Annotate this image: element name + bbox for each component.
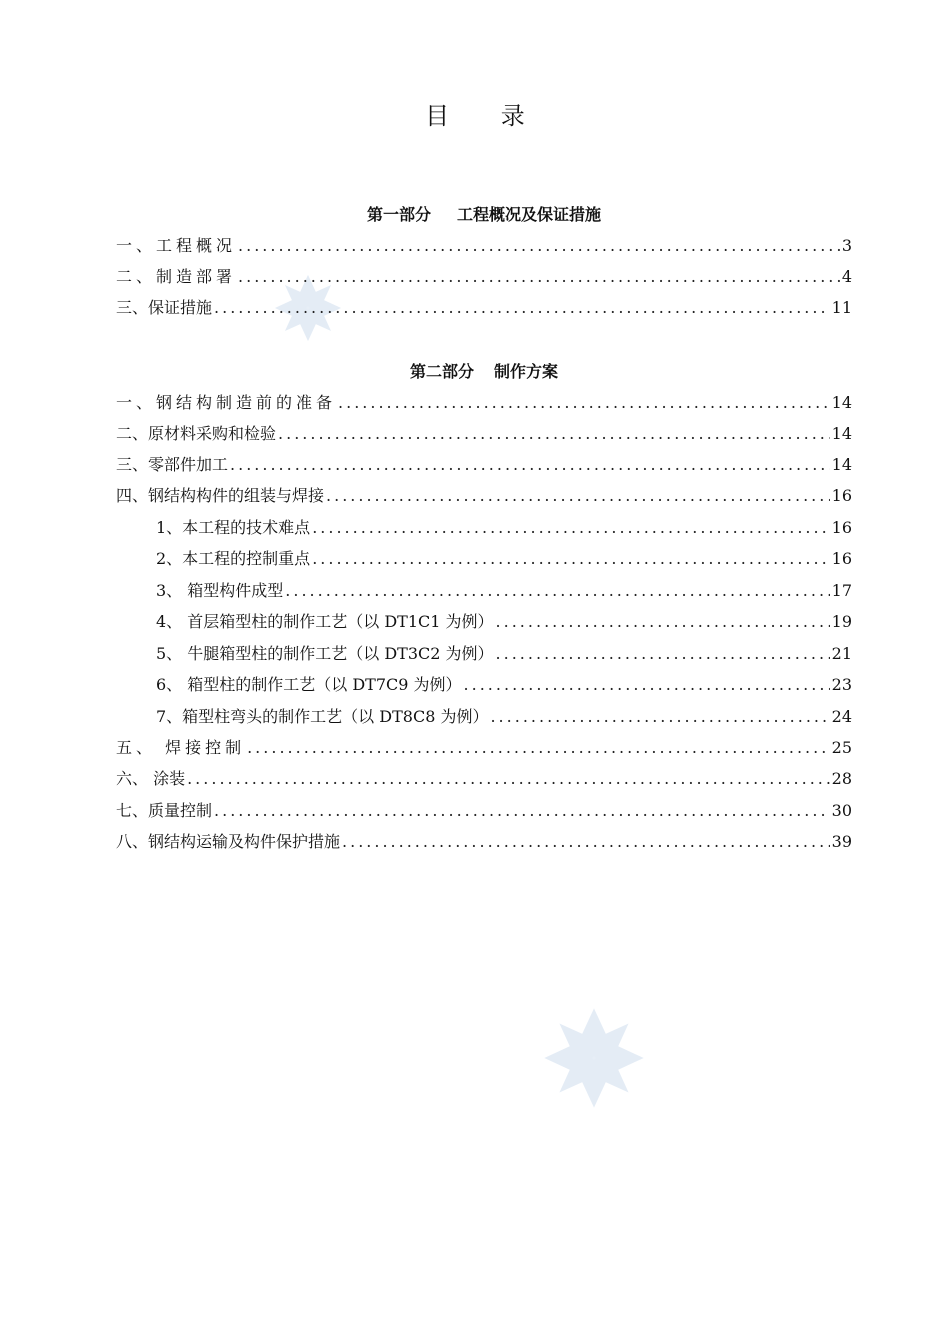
part2-name: 制作方案 xyxy=(494,362,559,381)
toc-entry-text: 一、钢结构制造前的准备 xyxy=(116,393,337,412)
toc-page-number: 3 xyxy=(841,236,852,255)
toc-subentry[interactable] xyxy=(156,705,852,729)
toc-entry[interactable] xyxy=(116,296,852,320)
toc-dot-leader xyxy=(230,453,830,477)
toc-subentry[interactable] xyxy=(156,642,852,666)
toc-entry-text: 四、钢结构构件的组装与焊接 xyxy=(116,486,325,505)
toc-entry[interactable] xyxy=(116,484,852,508)
page-title: 目 录 xyxy=(425,102,547,130)
toc-dot-leader xyxy=(312,516,829,540)
toc-page-number: 21 xyxy=(831,644,852,663)
toc-entry-text: 一、工程概况 xyxy=(116,236,237,255)
toc-entry-text: 二、原材料采购和检验 xyxy=(116,424,277,443)
toc-entry-text: 7、箱型柱弯头的制作工艺（以 DT8C8 为例） xyxy=(156,707,489,726)
part1-label: 第一部分 xyxy=(366,205,431,224)
toc-dot-leader xyxy=(490,705,829,729)
toc-dot-leader xyxy=(214,296,830,320)
part1-name: 工程概况及保证措施 xyxy=(457,205,602,224)
toc-page-number: 39 xyxy=(831,832,852,851)
toc-entry[interactable] xyxy=(116,736,852,760)
toc-entry-text: 三、零部件加工 xyxy=(116,455,229,474)
toc-dot-leader xyxy=(285,579,829,603)
toc-dot-leader xyxy=(496,610,830,634)
toc-subentry[interactable] xyxy=(156,579,852,603)
toc-entry-text: 4、 首层箱型柱的制作工艺（以 DT1C1 为例） xyxy=(156,612,494,631)
toc-page-number: 14 xyxy=(831,393,852,412)
toc-subentry[interactable] xyxy=(156,673,852,697)
toc-page-number: 14 xyxy=(831,455,852,474)
toc-entry-text: 1、本工程的技术难点 xyxy=(156,518,311,537)
toc-page-number: 17 xyxy=(831,581,852,600)
toc-page-number: 30 xyxy=(831,801,852,820)
toc-entry[interactable] xyxy=(116,799,852,823)
toc-dot-leader xyxy=(247,736,830,760)
toc-entry[interactable] xyxy=(116,391,852,415)
toc-entry-text: 6、 箱型柱的制作工艺（以 DT7C9 为例） xyxy=(156,675,462,694)
toc-page-number: 25 xyxy=(831,738,852,757)
toc-page-number: 19 xyxy=(831,612,852,631)
toc-dot-leader xyxy=(342,830,830,854)
toc-entry[interactable] xyxy=(116,234,852,258)
part1-heading xyxy=(116,202,852,225)
toc-dot-leader xyxy=(214,799,830,823)
toc-page-number: 16 xyxy=(831,549,852,568)
toc-entry-text: 3、 箱型构件成型 xyxy=(156,581,284,600)
toc-page-number: 16 xyxy=(831,486,852,505)
toc-page-number: 24 xyxy=(831,707,852,726)
toc-entry[interactable] xyxy=(116,453,852,477)
toc-dot-leader xyxy=(326,484,830,508)
toc-subentry[interactable] xyxy=(156,516,852,540)
toc-entry-text: 七、质量控制 xyxy=(116,801,213,820)
part2-heading xyxy=(116,359,852,382)
toc-dot-leader xyxy=(278,422,830,446)
toc-entry-text: 二、制造部署 xyxy=(116,267,237,286)
toc-page-number: 14 xyxy=(831,424,852,443)
toc-entry-text: 八、钢结构运输及构件保护措施 xyxy=(116,832,341,851)
toc-page-number: 16 xyxy=(831,518,852,537)
toc-entry-text: 2、本工程的控制重点 xyxy=(156,549,311,568)
toc-dot-leader xyxy=(187,767,830,791)
toc-dot-leader xyxy=(464,673,830,697)
toc-entry-text: 5、 牛腿箱型柱的制作工艺（以 DT3C2 为例） xyxy=(156,644,494,663)
toc-entry[interactable] xyxy=(116,830,852,854)
toc-dot-leader xyxy=(238,265,840,289)
toc-entry-text: 三、保证措施 xyxy=(116,298,213,317)
toc-dot-leader xyxy=(312,547,829,571)
toc-page-number: 11 xyxy=(831,298,852,317)
toc-entry-text: 六、 涂装 xyxy=(116,769,186,788)
toc-subentry[interactable] xyxy=(156,547,852,571)
toc-entry[interactable] xyxy=(116,422,852,446)
watermark-logo-icon xyxy=(540,1004,648,1112)
toc-page-number: 23 xyxy=(831,675,852,694)
toc-dot-leader xyxy=(338,391,830,415)
toc-page-number: 4 xyxy=(841,267,852,286)
toc-entry-text: 五、 焊接控制 xyxy=(116,738,246,757)
toc-entry[interactable] xyxy=(116,767,852,791)
toc-dot-leader xyxy=(238,234,840,258)
toc-page-number: 28 xyxy=(831,769,852,788)
toc-subentry[interactable] xyxy=(156,610,852,634)
part2-label: 第二部分 xyxy=(409,362,474,381)
toc-dot-leader xyxy=(496,642,830,666)
toc-entry[interactable] xyxy=(116,265,852,289)
